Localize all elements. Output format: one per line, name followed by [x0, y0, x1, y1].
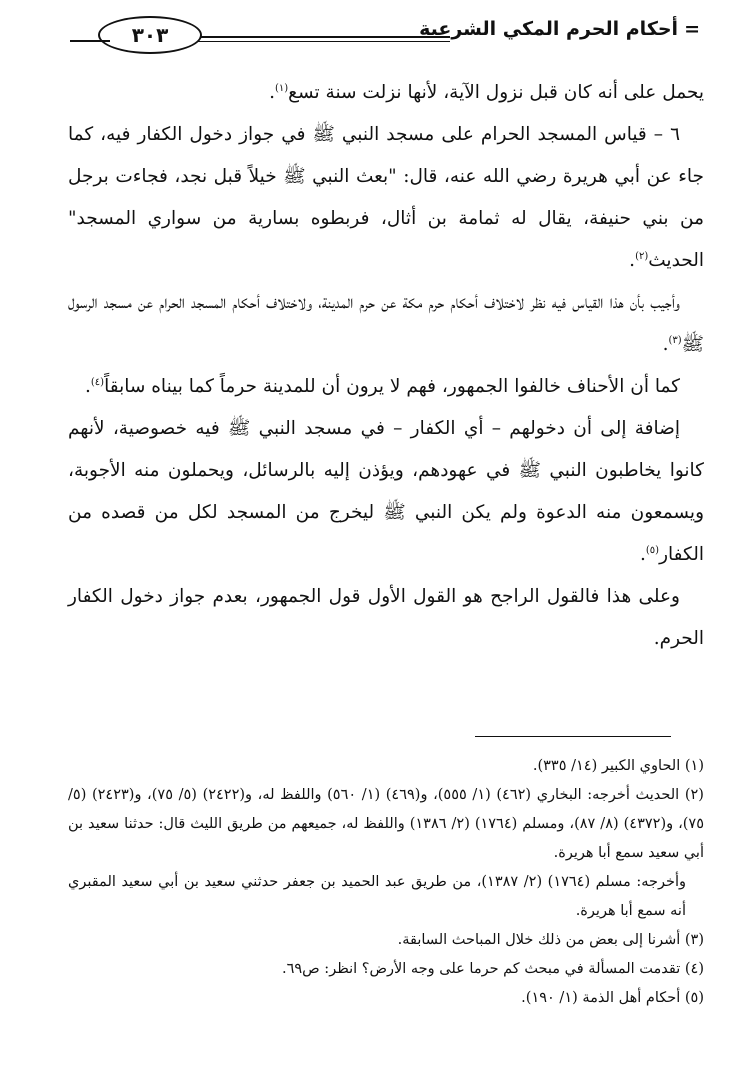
- footnote: (٤) تقدمت المسألة في مبحث كم حرما على وجه الأرض؟ انظر: ص٦٩.: [281, 961, 704, 977]
- header-dash: =: [684, 18, 700, 40]
- footnote: (٢) الحديث أخرجه: البخاري (٤٦٢) (١/ ٥٥٥)، و(٤٦٩) (١/ ٥٦٠) واللفظ له، و(٢٤٢٢) (٥/ ٧٥)، و(٢٤٢٣) (٥/ ٧٥)، و(٤٣٧٢) (٨/ ٨٧)، ومسلم (١٧٦٤) (٢/ ١٣٨٦) واللفظ له، جميعهم من طريق الليث قال: حدثنا سعيد بن أبي سعيد سمع أبا هريرة.: [68, 787, 704, 861]
- header-rule: [170, 36, 450, 38]
- main-text: [68, 72, 704, 660]
- footnote: (٥) أحكام أهل الذمة (١/ ١٩٠).: [521, 990, 704, 1006]
- paragraph: يحمل على أنه كان قبل نزول الآية، لأنها نزلت سنة تسع$^{(١)}$.: [269, 82, 704, 103]
- footnote-continuation: وأخرجه: مسلم (١٧٦٤) (٢/ ١٣٨٧)، من طريق عبد الحميد بن جعفر حدثني سعيد بن أبي سعيد المقبري أنه سمع أبا هريرة.: [68, 874, 686, 919]
- footnotes: [68, 752, 704, 1013]
- header-rule-left: [70, 40, 110, 42]
- footnote-ref[interactable]: (١): [274, 82, 289, 94]
- paragraph: ٦ – قياس المسجد الحرام على مسجد النبي ﷺ في جواز دخول الكفار فيه، كما جاء عن أبي هريرة رضي الله عنه، قال: "بعث النبي ﷺ خيلاً قبل نجد، فجاءت برجل من بني حنيفة، يقال له ثمامة بن أثال، فربطوه بسارية من سواري المسجد" الحديث$^{(٢)}$.: [68, 124, 704, 271]
- header-rule-thin: [170, 41, 450, 42]
- paragraph: وعلى هذا فالقول الراجح هو القول الأول قول الجمهور، بعدم جواز دخول الكفار الحرم.: [68, 586, 704, 649]
- paragraph: كما أن الأحناف خالفوا الجمهور، فهم لا يرون أن للمدينة حرماً كما بيناه سابقاً$^{(٤)}$.: [85, 376, 680, 397]
- page-number-badge: [98, 16, 202, 54]
- header-title: [419, 18, 700, 40]
- page-number: ٣٠٣: [131, 23, 169, 47]
- footnote-ref[interactable]: (٥): [645, 544, 660, 556]
- footnote-ref[interactable]: (٣): [668, 334, 682, 346]
- footnote-separator: [475, 736, 671, 737]
- paragraph: وأجيب بأن هذا القياس فيه نظر لاختلاف أحكام حرم مكة عن حرم المدينة، ولاختلاف أحكام المسجد الحرام عن مسجد الرسول ﷺ$^{(٣)}$.: [68, 292, 704, 355]
- footnote: (١) الحاوي الكبير (١٤/ ٣٣٥).: [532, 758, 704, 774]
- footnote: (٣) أشرنا إلى بعض من ذلك خلال المباحث السابقة.: [397, 932, 704, 948]
- footnote-ref[interactable]: (٢): [635, 250, 649, 262]
- header-title-text: أحكام الحرم المكي الشرعية: [419, 18, 679, 40]
- running-header: [60, 10, 700, 56]
- paragraph: إضافة إلى أن دخولهم – أي الكفار – في مسجد النبي ﷺ فيه خصوصية، لأنهم كانوا يخاطبون النبي ﷺ في عهودهم، ويؤذن إليه بالرسائل، ويحملون منه الأجوبة، ويسمعون منه الدعوة ولم يكن النبي ﷺ ليخرج من المسجد لكل من قصده من الكفار$^{(٥)}$.: [68, 418, 704, 565]
- footnote-ref[interactable]: (٤): [90, 376, 105, 388]
